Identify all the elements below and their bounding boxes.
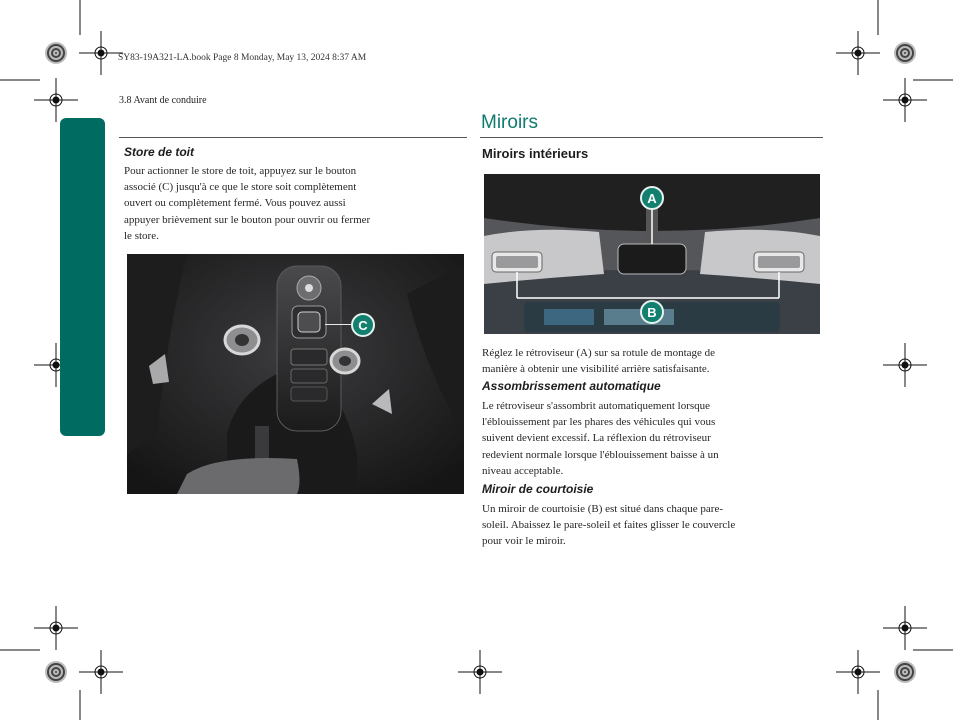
registration-crosshair [458, 650, 502, 694]
store-de-toit-text [124, 163, 464, 244]
vanity-mirror-text [482, 501, 822, 550]
text-line: suivent devient excessif. La réflexion du rétroviseur [482, 432, 711, 445]
section-title: Miroirs [481, 112, 538, 133]
registration-crosshair [883, 606, 927, 650]
title-rule [480, 137, 823, 138]
vanity-mirror-heading: Miroir de courtoisie [482, 482, 594, 496]
store-de-toit-heading: Store de toit [124, 145, 195, 159]
interior-mirror-image [484, 174, 820, 334]
auto-dimming-text [482, 398, 822, 479]
registration-crosshair [34, 606, 78, 650]
text-line: Un miroir de courtoisie (B) est situé dans chaque pare- [482, 503, 724, 515]
registration-crosshair [836, 31, 880, 75]
print-file-info: SY83-19A321-LA.book Page 8 Monday, May 13, 2024 8:37 AM [118, 53, 367, 63]
console-illustration [127, 254, 464, 494]
registration-disc [45, 42, 67, 64]
text-line: le store. [124, 229, 159, 242]
text-line: redevient normale lorsque l'éblouissement baisse à un [482, 448, 719, 461]
subsection-title: Miroirs intérieurs [482, 146, 589, 161]
text-line: soleil. Abaissez le pare-soleil et faites glisser le couvercle [482, 519, 736, 532]
registration-disc [894, 661, 916, 683]
mirror-intro-text [482, 345, 822, 377]
marker-c-leader [325, 324, 352, 325]
text-line: Pour actionner le store de toit, appuyez sur le bouton [124, 165, 357, 177]
registration-crosshair [883, 343, 927, 387]
chapter-tab [60, 118, 105, 436]
registration-crosshair [79, 650, 123, 694]
marker-a: A [640, 186, 664, 210]
registration-disc [45, 661, 67, 683]
registration-crosshair [34, 78, 78, 122]
registration-crosshair [836, 650, 880, 694]
text-line: manière à obtenir une visibilité arrière satisfaisante. [482, 363, 710, 376]
text-line: Réglez le rétroviseur (A) sur sa rotule de montage de [482, 347, 716, 359]
auto-dimming-heading: Assombrissement automatique [482, 379, 661, 393]
registration-crosshair [883, 78, 927, 122]
text-line: appuyer brièvement sur le bouton pour ouvrir ou fermer [124, 213, 371, 226]
registration-disc [894, 42, 916, 64]
text-line: pour voir le miroir. [482, 535, 566, 548]
registration-crosshair [79, 31, 123, 75]
text-line: l'éblouissement par les phares des véhicules qui vous [482, 416, 716, 429]
text-line: Le rétroviseur s'assombrit automatiquement lorsque [482, 400, 711, 412]
text-line: niveau acceptable. [482, 464, 564, 477]
page-section-reference: 3.8 Avant de conduire [119, 95, 207, 106]
left-heading-rule [119, 137, 467, 138]
roof-blind-console-image [127, 254, 464, 494]
marker-b: B [640, 300, 664, 324]
marker-c: C [351, 313, 375, 337]
text-line: ouvert ou complètement fermé. Vous pouvez aussi [124, 197, 346, 210]
text-line: associé (C) jusqu'à ce que le store soit complètement [124, 181, 357, 194]
